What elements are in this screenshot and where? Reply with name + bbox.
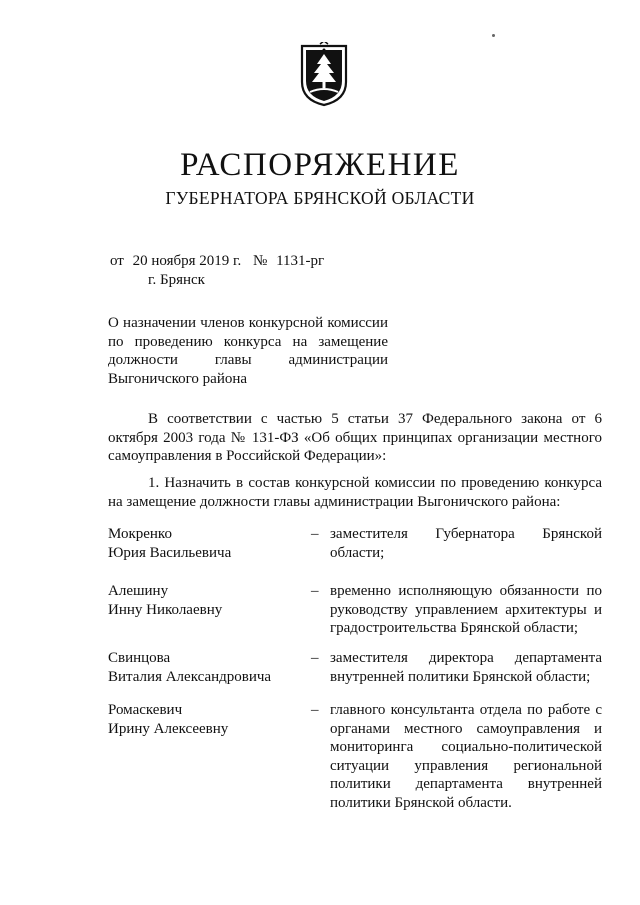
member-role: главного консультанта отдела по работе с органами местного самоуправления и мониторинга социально-политической ситуации управления региональной политики департамента внутренней политики Брянской области.: [330, 702, 602, 811]
date-prefix: от: [110, 253, 124, 269]
member-role: заместителя Губернатора Брянской области;: [330, 526, 602, 561]
member-name: [108, 525, 298, 562]
member-given-names: Инну Николаевну: [108, 601, 223, 618]
document-number: 1131-рг: [276, 253, 325, 269]
dash-separator: –: [311, 650, 319, 666]
dash-separator: –: [311, 702, 319, 718]
member-surname: Алешину: [108, 583, 169, 599]
member-name: [108, 582, 298, 619]
document-city: г. Брянск: [148, 272, 205, 288]
member-role: заместителя директора департамента внутренней политики Брянской области;: [330, 650, 602, 685]
member-surname: Мокренко: [108, 526, 172, 542]
date-number-line: [110, 252, 324, 270]
preamble-paragraph: В соответствии с частью 5 статьи 37 Федерального закона от 6 октября 2003 года № 131-ФЗ «Об общих принципах организации местного самоуправления в Российской Федерации»:: [108, 411, 602, 464]
member-name: [108, 649, 298, 686]
dash-separator: –: [311, 583, 319, 599]
dash-separator: –: [311, 526, 319, 542]
number-sign: №: [253, 253, 268, 269]
member-given-names: Юрия Васильевича: [108, 544, 232, 561]
member-role: временно исполняющую обязанности по руководству управлением архитектуры и градостроительства Брянской области;: [330, 583, 602, 636]
document-date: 20 ноября 2019 г.: [132, 253, 242, 269]
scan-speck: [492, 34, 495, 37]
point-1-paragraph: 1. Назначить в состав конкурсной комиссии по проведению конкурса на замещение должности главы администрации Выгоничского района:: [108, 475, 602, 510]
coat-of-arms-icon: [298, 42, 350, 108]
member-given-names: Ирину Алексеевну: [108, 720, 229, 737]
document-subject: О назначении членов конкурсной комиссии по проведению конкурса на замещение должности главы администрации Выгоничского района: [108, 315, 388, 387]
member-surname: Ромаскевич: [108, 702, 183, 718]
member-surname: Свинцова: [108, 650, 171, 666]
document-subtitle: ГУБЕРНАТОРА БРЯНСКОЙ ОБЛАСТИ: [165, 188, 475, 208]
member-name: [108, 701, 298, 738]
document-title: РАСПОРЯЖЕНИЕ: [180, 147, 460, 183]
member-given-names: Виталия Александровича: [108, 668, 272, 685]
